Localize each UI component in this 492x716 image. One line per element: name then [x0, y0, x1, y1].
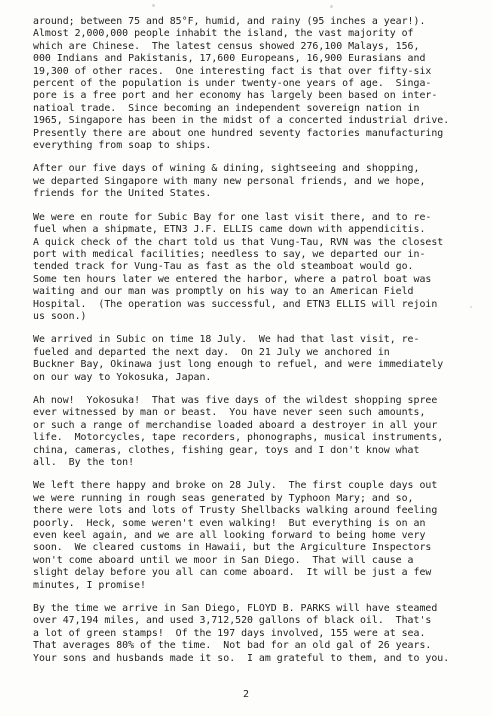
- text-line: a lot of green stamps! Of the 197 days involved, 155 were at sea.: [33, 627, 426, 639]
- text-line: We were en route for Subic Bay for one last visit there, and to re-: [33, 211, 432, 223]
- text-line: Presently there are about one hundred seventy factories manufacturing: [33, 127, 444, 139]
- paper-speck: [470, 306, 472, 308]
- text-line: even keel again, and we are all looking forward to being home very: [33, 530, 426, 542]
- text-line: After our five days of wining & dining, sightseeing and shopping,: [33, 163, 420, 175]
- text-line: percent of the population is under twenty-one years of age. Singa-: [33, 78, 432, 90]
- text-line: Some ten hours later we entered the harbor, where a patrol boat was: [33, 273, 432, 285]
- text-line: pore is a free port and her economy has largely been based on inter-: [33, 90, 438, 102]
- text-line: Almost 2,000,000 people inhabit the island, the vast majority of: [33, 28, 414, 40]
- text-line: or such a range of merchandise loaded aboard a destroyer in all your: [33, 419, 438, 431]
- text-line: around; between 75 and 85°F, humid, and rainy (95 inches a year!).: [33, 16, 426, 27]
- text-line: china, cameras, clothes, fishing gear, toys and I don't know what: [33, 444, 420, 456]
- paragraph-yokosuka: [33, 395, 463, 469]
- text-line: Your sons and husbands made it so. I am grateful to them, and to you.: [33, 652, 450, 664]
- text-line: That averages 80% of the time. Not bad for an old gal of 26 years.: [33, 640, 432, 652]
- text-line: Buckner Bay, Okinawa just long enough to refuel, and were immediately: [33, 359, 444, 371]
- text-line: us soon.): [33, 310, 87, 322]
- paper-speck: [152, 4, 155, 7]
- text-line: tended track for Vung-Tau as fast as the old steamboat would go.: [33, 261, 414, 273]
- paragraph-departure-singapore: [33, 163, 463, 200]
- text-line: port with medical facilities; needless to say, we departed our in-: [33, 248, 426, 260]
- text-line: By the time we arrive in San Diego, FLOYD B. PARKS will have steamed: [33, 603, 438, 615]
- text-line: 1965, Singapore has been in the midst of a concerted industrial drive.: [33, 115, 450, 127]
- text-line: friends for the United States.: [33, 188, 212, 200]
- text-line: all. By the ton!: [33, 457, 135, 468]
- text-line: 19,300 of other races. One interesting fact is that over fifty-six: [33, 65, 432, 77]
- text-line: A quick check of the chart told us that Vung-Tau, RVN was the closest: [33, 236, 444, 248]
- text-line: Hospital. (The operation was successful, and ETN3 ELLIS will rejoin: [33, 298, 438, 310]
- body-text: [33, 16, 463, 676]
- text-line: ever witnessed by man or beast. You have never seen such amounts,: [33, 407, 426, 419]
- text-line: We arrived in Subic on time 18 July. We had that last visit, re-: [33, 334, 420, 346]
- paragraph-vung-tau: [33, 212, 463, 324]
- paragraph-san-diego-totals: [33, 603, 463, 665]
- page-number: 2: [242, 689, 250, 700]
- text-line: poorly. Heck, some weren't even walking! But everything is on an: [33, 517, 426, 529]
- text-line: minutes, I promise!: [33, 579, 146, 591]
- text-line: on our way to Yokosuka, Japan.: [33, 371, 212, 383]
- paper-speck: [330, 5, 333, 8]
- paragraph-typhoon-mary: [33, 480, 463, 592]
- text-line: over 47,194 miles, and used 3,712,520 gallons of black oil. That's: [33, 615, 432, 627]
- text-line: natioal trade. Since becoming an independent sovereign nation in: [33, 102, 420, 114]
- text-line: fuel when a shipmate, ETN3 J.F. ELLIS came down with appendicitis.: [33, 224, 426, 236]
- paragraph-subic-okinawa: [33, 334, 463, 384]
- text-line: we were running in rough seas generated by Typhoon Mary; and so,: [33, 492, 414, 504]
- text-line: fueled and departed the next day. On 21 July we anchored in: [33, 346, 390, 358]
- text-line: which are Chinese. The latest census showed 276,100 Malays, 156,: [33, 40, 420, 52]
- text-line: 000 Indians and Pakistanis, 17,600 Europeans, 16,900 Eurasians and: [33, 53, 426, 65]
- text-line: won't come aboard until we moor in San Diego. That will cause a: [33, 554, 414, 566]
- text-line: waiting and our man was promptly on his way to an American Field: [33, 286, 414, 298]
- text-line: soon. We cleared customs in Hawaii, but the Argiculture Inspectors: [33, 542, 432, 554]
- text-line: slight delay before you all can come aboard. It will be just a few: [33, 567, 432, 579]
- text-line: everything from soap to ships.: [33, 140, 212, 152]
- text-line: Ah now! Yokosuka! That was five days of the wildest shopping spree: [33, 394, 438, 406]
- text-line: We left there happy and broke on 28 July. The first couple days out: [33, 480, 438, 492]
- paragraph-singapore-facts: [33, 16, 463, 152]
- text-line: we departed Singapore with many new personal friends, and we hope,: [33, 175, 426, 187]
- text-line: life. Motorcycles, tape recorders, phonographs, musical instruments,: [33, 432, 444, 444]
- text-line: there were lots and lots of Trusty Shellbacks walking around feeling: [33, 505, 438, 517]
